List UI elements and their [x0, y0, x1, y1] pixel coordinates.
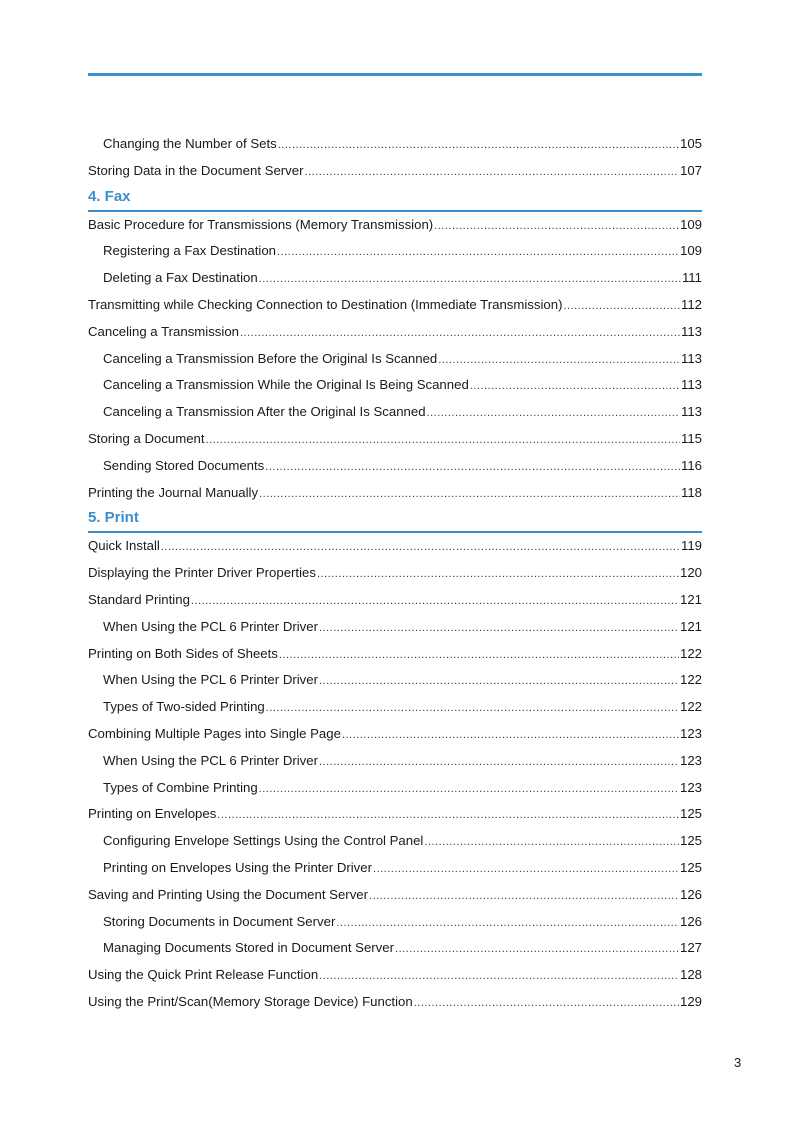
toc-entry[interactable]	[88, 212, 702, 239]
toc-page-number[interactable]: 122	[679, 645, 702, 661]
toc-entry[interactable]	[88, 319, 702, 346]
toc-subentry[interactable]	[88, 909, 702, 936]
toc-entry[interactable]	[88, 533, 702, 560]
toc-entry-title[interactable]: Saving and Printing Using the Document Server	[88, 886, 369, 902]
dot-leader	[563, 292, 680, 320]
toc-entry[interactable]	[88, 587, 702, 614]
toc-page-number[interactable]: 118	[680, 484, 702, 500]
dot-leader	[373, 855, 679, 883]
toc-page-number[interactable]: 123	[679, 725, 702, 741]
toc-entry-title[interactable]: Printing on Both Sides of Sheets	[88, 645, 278, 661]
dot-leader	[217, 801, 679, 829]
toc-entry[interactable]	[88, 480, 702, 507]
toc-entry[interactable]	[88, 882, 702, 909]
dot-leader	[259, 775, 679, 803]
dot-leader	[265, 453, 680, 481]
dot-leader	[259, 480, 680, 508]
chapter-rule	[88, 531, 702, 533]
toc-page-number[interactable]: 120	[679, 565, 702, 581]
toc-entry-title[interactable]: Storing Data in the Document Server	[88, 162, 304, 178]
toc-page-number[interactable]: 107	[679, 162, 702, 178]
chapter-title[interactable]: 4. Fax	[88, 187, 131, 205]
toc-entry-title[interactable]: Printing the Journal Manually	[88, 484, 259, 500]
dot-leader	[277, 238, 679, 266]
dot-leader	[319, 748, 679, 776]
chapter-title[interactable]: 5. Print	[88, 509, 139, 527]
toc-entry-title[interactable]: Types of Two-sided Printing	[103, 699, 265, 715]
dot-leader	[319, 614, 679, 642]
toc-entry-title[interactable]: When Using the PCL 6 Printer Driver	[103, 672, 318, 688]
toc-page-number[interactable]: 125	[679, 833, 702, 849]
dot-leader	[319, 962, 679, 990]
dot-leader	[278, 131, 679, 159]
toc-entry-title[interactable]: Using the Print/Scan(Memory Storage Device) Function	[88, 993, 413, 1009]
toc-page-number[interactable]: 123	[679, 752, 702, 768]
dot-leader	[161, 533, 680, 561]
toc-subentry[interactable]	[88, 238, 702, 265]
toc-subentry[interactable]	[88, 265, 702, 292]
toc-entry-title[interactable]: Storing a Document	[88, 430, 205, 446]
toc-entry-title[interactable]: Changing the Number of Sets	[103, 136, 277, 151]
dot-leader	[342, 721, 679, 749]
toc-entry-title[interactable]: Configuring Envelope Settings Using the Control Panel	[103, 833, 424, 849]
toc-page-number[interactable]: 115	[680, 430, 702, 446]
toc-subentry[interactable]	[88, 694, 702, 721]
toc-page-number[interactable]: 122	[679, 672, 702, 688]
toc-subentry[interactable]	[88, 855, 702, 882]
page-number: 3	[734, 1055, 742, 1070]
header-rule	[88, 73, 702, 76]
toc-page-number[interactable]: 109	[679, 243, 702, 259]
dot-leader	[427, 399, 680, 427]
toc-entry-title[interactable]: Printing on Envelopes Using the Printer Driver	[103, 859, 373, 875]
toc-entry-title[interactable]: Combining Multiple Pages into Single Page	[88, 725, 341, 741]
toc-subentry[interactable]	[88, 614, 702, 641]
toc-entry-title[interactable]: Canceling a Transmission After the Original Is Scanned	[103, 404, 426, 420]
toc-page-number[interactable]: 113	[680, 350, 702, 366]
toc-entry-title[interactable]: Transmitting while Checking Connection to Destination (Immediate Transmission)	[88, 296, 563, 312]
toc-page-number[interactable]: 113	[680, 323, 702, 339]
toc-page-number[interactable]: 128	[679, 967, 702, 983]
dot-leader	[240, 319, 680, 347]
dot-leader	[206, 426, 680, 454]
dot-leader	[414, 989, 679, 1017]
toc-page-number[interactable]: 121	[679, 618, 702, 634]
toc-entry[interactable]	[88, 962, 702, 989]
toc-entry[interactable]	[88, 560, 702, 587]
dot-leader	[438, 346, 680, 374]
toc-entry-title[interactable]: Registering a Fax Destination	[103, 243, 276, 259]
toc-entry-title[interactable]: Types of Combine Printing	[103, 779, 258, 795]
toc-entry[interactable]	[88, 292, 702, 319]
toc-entry-title[interactable]: Quick Install	[88, 538, 160, 554]
dot-leader	[259, 265, 681, 293]
toc-entry-title[interactable]: Basic Procedure for Transmissions (Memory Transmission)	[88, 216, 434, 232]
toc-entry-title[interactable]: When Using the PCL 6 Printer Driver	[103, 618, 318, 634]
dot-leader	[424, 828, 679, 856]
toc-entry[interactable]	[88, 641, 702, 668]
toc-entry[interactable]	[88, 801, 702, 828]
chapter-heading	[88, 506, 702, 533]
toc-entry-title[interactable]: Standard Printing	[88, 591, 190, 607]
chapter-rule	[88, 210, 702, 212]
toc-entry[interactable]	[88, 426, 702, 453]
toc-subentry[interactable]	[88, 131, 702, 158]
toc-entry-title[interactable]: Canceling a Transmission While the Original Is Being Scanned	[103, 377, 469, 393]
toc-entry-title[interactable]: Sending Stored Documents	[103, 457, 265, 473]
dot-leader	[305, 158, 679, 186]
toc-page-number[interactable]: 105	[679, 136, 702, 151]
toc-entry-title[interactable]: Canceling a Transmission Before the Original Is Scanned	[103, 350, 438, 366]
toc-subentry[interactable]	[88, 828, 702, 855]
toc-page-number[interactable]: 119	[680, 538, 702, 554]
toc-subentry[interactable]	[88, 775, 702, 802]
dot-leader	[266, 694, 679, 722]
toc-entry-title[interactable]: When Using the PCL 6 Printer Driver	[103, 752, 318, 768]
toc-subentry[interactable]	[88, 346, 702, 373]
toc-entry[interactable]	[88, 989, 702, 1016]
toc-entry[interactable]	[88, 721, 702, 748]
toc-page-number[interactable]: 123	[679, 779, 702, 795]
toc-entry-title[interactable]: Storing Documents in Document Server	[103, 913, 336, 929]
toc-page-number[interactable]: 127	[679, 940, 702, 956]
toc-subentry[interactable]	[88, 748, 702, 775]
dot-leader	[369, 882, 679, 910]
dot-leader	[317, 560, 679, 588]
toc-page-number[interactable]: 109	[679, 216, 702, 232]
toc-page-number[interactable]: 116	[680, 457, 702, 473]
dot-leader	[191, 587, 679, 615]
toc-subentry[interactable]	[88, 399, 702, 426]
dot-leader	[434, 212, 679, 240]
toc-page-number[interactable]: 126	[679, 886, 702, 902]
toc-page-number[interactable]: 111	[681, 270, 702, 286]
dot-leader	[319, 667, 679, 695]
toc-entry-title[interactable]: Canceling a Transmission	[88, 323, 239, 339]
toc-page-number[interactable]: 112	[680, 296, 702, 312]
table-of-contents	[88, 131, 702, 1016]
toc-page-number[interactable]: 126	[679, 913, 702, 929]
toc-subentry[interactable]	[88, 453, 702, 480]
dot-leader	[336, 909, 679, 937]
toc-page-number[interactable]: 113	[680, 404, 702, 420]
toc-page-number[interactable]: 125	[679, 859, 702, 875]
toc-page-number[interactable]: 125	[679, 806, 702, 822]
dot-leader	[470, 372, 680, 400]
dot-leader	[395, 935, 679, 963]
toc-page-number[interactable]: 121	[679, 591, 702, 607]
chapter-heading	[88, 185, 702, 212]
toc-subentry[interactable]	[88, 935, 702, 962]
toc-entry[interactable]	[88, 158, 702, 185]
toc-subentry[interactable]	[88, 372, 702, 399]
toc-page-number[interactable]: 122	[679, 699, 702, 715]
toc-entry-title[interactable]: Managing Documents Stored in Document Server	[103, 940, 395, 956]
toc-entry-title[interactable]: Using the Quick Print Release Function	[88, 967, 319, 983]
toc-page-number[interactable]: 129	[679, 993, 702, 1009]
toc-page-number[interactable]: 113	[680, 377, 702, 393]
toc-entry-title[interactable]: Printing on Envelopes	[88, 806, 217, 822]
dot-leader	[279, 641, 679, 669]
toc-subentry[interactable]	[88, 667, 702, 694]
toc-entry-title[interactable]: Displaying the Printer Driver Properties	[88, 565, 316, 581]
toc-entry-title[interactable]: Deleting a Fax Destination	[103, 270, 258, 286]
